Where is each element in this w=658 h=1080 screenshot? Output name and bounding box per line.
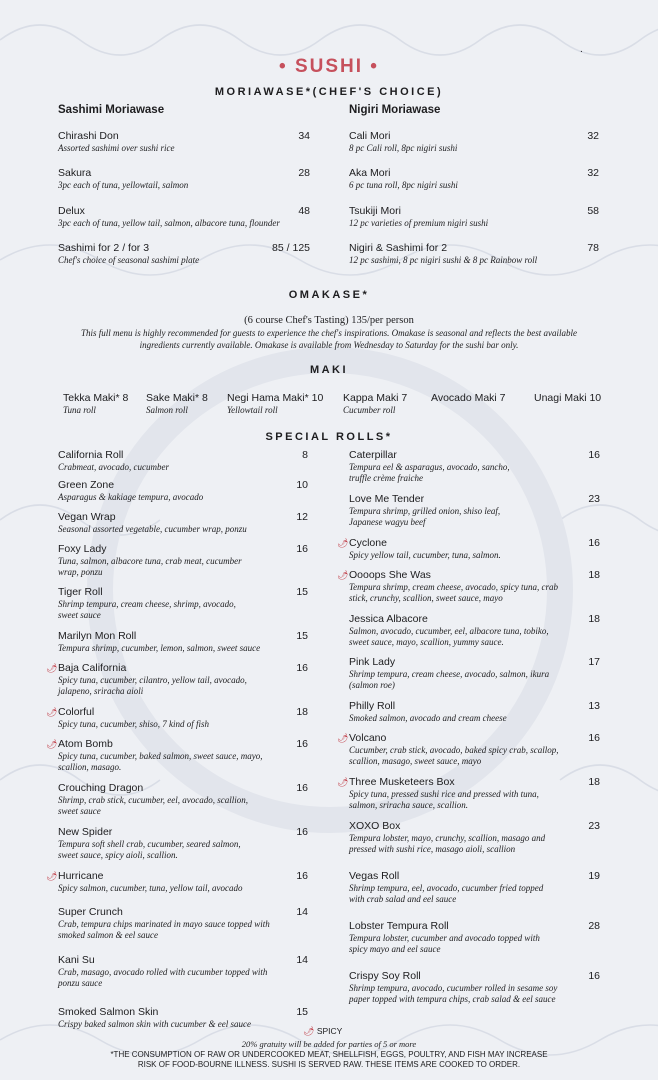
chili-icon: 🌶︎ [303, 1026, 315, 1036]
roll-item [337, 569, 600, 604]
chili-icon: 🌶︎ [46, 707, 58, 717]
maki-item [63, 392, 128, 416]
item-name: Kappa Maki 7 [343, 392, 408, 404]
special-rolls-heading: SPECIAL ROLLS* [265, 431, 393, 443]
maki-heading: MAKI [309, 364, 349, 376]
roll-price: 18 [296, 706, 308, 718]
roll-desc: Tempura shrimp, cucumber, lemon, salmon, sweet sauce [58, 643, 261, 653]
roll-desc: sweet sauce [58, 610, 101, 620]
roll-item [349, 493, 600, 528]
roll-desc: Tempura shrimp, cream cheese, avocado, spicy tuna, crab [349, 582, 559, 592]
item-price: 34 [298, 130, 310, 142]
roll-name: Kani Su [58, 954, 95, 966]
roll-item [58, 479, 308, 503]
roll-price: 18 [588, 613, 600, 625]
roll-price: 16 [588, 732, 600, 744]
roll-desc: Crispy baked salmon skin with cucumber & eel sauce [58, 1019, 251, 1029]
roll-price: 16 [588, 537, 600, 549]
roll-desc: ponzu sauce [58, 978, 103, 988]
roll-price: 23 [588, 820, 600, 832]
roll-desc: sweet sauce, spicy aioli, scallion. [58, 850, 178, 860]
item-name: Unagi Maki 10 [534, 392, 602, 404]
chili-icon: 🌶︎ [46, 871, 58, 881]
roll-price: 8 [302, 449, 308, 461]
roll-desc: Crab, masago, avocado rolled with cucumber topped with [58, 967, 268, 977]
roll-item [337, 776, 600, 811]
roll-name: Green Zone [58, 479, 115, 491]
roll-item [58, 1006, 308, 1030]
roll-item [58, 906, 308, 941]
roll-name: New Spider [58, 826, 113, 838]
roll-desc: Crab, tempura chips marinated in mayo sauce topped with [58, 919, 270, 929]
roll-desc: scallion, masago. [58, 762, 122, 772]
roll-item [58, 449, 308, 473]
roll-name: Oooops She Was [349, 569, 431, 581]
item-name: Sashimi for 2 / for 3 [58, 242, 150, 254]
roll-item [46, 662, 308, 697]
roll-name: Super Crunch [58, 906, 123, 918]
roll-desc: Shrimp tempura, cream cheese, avocado, salmon, ikura [349, 669, 550, 679]
roll-name: Jessica Albacore [349, 613, 428, 625]
roll-item [349, 656, 600, 691]
menu-item [58, 242, 310, 266]
chili-icon: 🌶︎ [337, 538, 349, 548]
roll-item [349, 870, 600, 905]
maki-item [343, 392, 407, 416]
roll-price: 23 [588, 493, 600, 505]
roll-name: Smoked Salmon Skin [58, 1006, 159, 1018]
roll-price: 14 [296, 954, 308, 966]
roll-desc: Spicy tuna, cucumber, shiso, 7 kind of fish [58, 719, 209, 729]
roll-price: 16 [296, 782, 308, 794]
item-desc: 8 pc Cali roll, 8pc nigiri sushi [349, 143, 458, 153]
roll-desc: Tempura soft shell crab, cucumber, seared salmon, [58, 839, 241, 849]
roll-price: 16 [296, 543, 308, 555]
item-name: Sakura [58, 167, 92, 179]
roll-item [337, 732, 600, 767]
menu-item [58, 130, 310, 154]
item-price: 58 [587, 205, 599, 217]
roll-desc: Tempura lobster, mayo, crunchy, scallion, masago and [349, 833, 546, 843]
roll-price: 16 [296, 826, 308, 838]
item-price: 85 / 125 [272, 242, 310, 254]
item-desc: 6 pc tuna roll, 8pc nigiri sushi [349, 180, 458, 190]
item-name: Negi Hama Maki* 10 [227, 392, 324, 404]
item-price: 78 [587, 242, 599, 254]
spicy-legend-label: SPICY [316, 1026, 343, 1036]
roll-name: Crouching Dragon [58, 782, 144, 794]
roll-item [349, 613, 600, 648]
roll-desc: Asparagus & kakiage tempura, avocado [58, 492, 204, 502]
roll-name: Philly Roll [349, 700, 396, 712]
roll-price: 16 [296, 870, 308, 882]
roll-desc: Spicy tuna, cucumber, baked salmon, sweet sauce, mayo, [58, 751, 263, 761]
roll-desc: pressed with sushi rice, masago aioli, scallion [349, 844, 516, 854]
roll-item [58, 586, 308, 621]
menu-title: • SUSHI • [279, 56, 379, 77]
roll-item [58, 954, 308, 989]
roll-desc: Tempura eel & asparagus, avocado, sancho, [349, 462, 510, 472]
roll-item [58, 782, 308, 817]
roll-name: Baja California [58, 662, 127, 674]
menu-item [349, 205, 599, 229]
roll-desc: Cucumber, crab stick, avocado, baked spicy crab, scallop, [349, 745, 559, 755]
omakase-description-line1: This full menu is highly recommended for guests to experience the chef's inspirations. Omakase is seasonal and reflects the best available [81, 328, 577, 338]
item-name: Delux [58, 205, 85, 217]
roll-name: Hurricane [58, 870, 104, 882]
roll-desc: Shrimp tempura, cream cheese, shrimp, avocado, [58, 599, 236, 609]
item-name: Avocado Maki 7 [431, 392, 506, 404]
item-desc: Cucumber roll [343, 405, 396, 415]
omakase-subtitle: (6 course Chef's Tasting) 135/per person [244, 315, 414, 326]
roll-price: 28 [588, 920, 600, 932]
spicy-legend [303, 1026, 342, 1037]
roll-desc: Spicy yellow tail, cucumber, tuna, salmon. [349, 550, 501, 560]
roll-desc: sweet sauce [58, 806, 101, 816]
chili-icon: 🌶︎ [337, 777, 349, 787]
roll-item [46, 738, 308, 773]
roll-item [349, 820, 600, 855]
roll-name: Marilyn Mon Roll [58, 630, 137, 642]
maki-item [227, 392, 323, 416]
item-desc: Assorted sashimi over sushi rice [58, 143, 175, 153]
item-desc: 12 pc varieties of premium nigiri sushi [349, 218, 489, 228]
roll-name: Tiger Roll [58, 586, 103, 598]
roll-name: Three Musketeers Box [349, 776, 455, 788]
raw-food-warning-line1: *THE CONSUMPTION OF RAW OR UNDERCOOKED MEAT, SHELLFISH, EGGS, POULTRY, AND FISH MAY INCREASE [110, 1050, 548, 1059]
gratuity-note: 20% gratuity will be added for parties of 5 or more [241, 1039, 417, 1049]
roll-desc: scallion, masago, sweet sauce, mayo [349, 756, 482, 766]
roll-price: 13 [588, 700, 600, 712]
roll-name: Pink Lady [349, 656, 396, 668]
roll-desc: with crab salad and eel sauce [349, 894, 457, 904]
chili-icon: 🌶︎ [46, 739, 58, 749]
item-desc: 3pc each of tuna, yellowtail, salmon [58, 180, 189, 190]
item-price: 48 [298, 205, 310, 217]
roll-desc: salmon, sriracha sauce, scallion. [349, 800, 468, 810]
roll-price: 19 [588, 870, 600, 882]
item-price: 32 [587, 130, 599, 142]
roll-desc: Spicy tuna, cucumber, cilantro, yellow tail, avocado, [58, 675, 247, 685]
roll-desc: wrap, ponzu [58, 567, 103, 577]
roll-name: Vegan Wrap [58, 511, 116, 523]
menu-item [58, 205, 310, 229]
sashimi-moriawase-heading: Sashimi Moriawase [58, 104, 165, 116]
omakase-description-line2: ingredients currently available. Omakase is available from Wednesday to Saturday for the sushi bar only. [139, 340, 519, 350]
item-price: 28 [298, 167, 310, 179]
item-desc: 12 pc sashimi, 8 pc nigiri sushi & 8 pc Rainbow roll [349, 255, 538, 265]
roll-desc: Shrimp tempura, eel, avocado, cucumber fried topped [349, 883, 544, 893]
menu-item [349, 130, 599, 154]
roll-desc: Salmon, avocado, cucumber, eel, albacore tuna, tobiko, [349, 626, 549, 636]
roll-price: 14 [296, 906, 308, 918]
roll-name: Vegas Roll [349, 870, 400, 882]
chili-icon: 🌶︎ [46, 663, 58, 673]
roll-name: Cyclone [349, 537, 387, 549]
roll-desc: (salmon roe) [349, 680, 395, 690]
roll-item [58, 826, 308, 861]
nigiri-moriawase-heading: Nigiri Moriawase [349, 104, 441, 116]
roll-desc: Tempura lobster, cucumber and avocado topped with [349, 933, 540, 943]
roll-desc: Tempura shrimp, grilled onion, shiso leaf, [349, 506, 501, 516]
roll-price: 15 [296, 586, 308, 598]
roll-desc: Spicy tuna, pressed sushi rice and pressed with tuna, [349, 789, 539, 799]
roll-desc: Seasonal assorted vegetable, cucumber wrap, ponzu [58, 524, 247, 534]
roll-item [58, 630, 308, 654]
roll-name: Love Me Tender [349, 493, 425, 505]
omakase-heading: OMAKASE* [288, 289, 370, 301]
roll-price: 16 [296, 738, 308, 750]
roll-item [58, 543, 308, 578]
roll-desc: jalapeno, sriracha aioli [58, 686, 144, 696]
roll-price: 18 [588, 776, 600, 788]
roll-desc: Spicy salmon, cucumber, tuna, yellow tail, avocado [58, 883, 243, 893]
corner-dot: . [580, 44, 583, 55]
roll-desc: truffle crème fraiche [349, 473, 423, 483]
roll-price: 17 [588, 656, 600, 668]
raw-food-warning-line2: RISK OF FOOD-BOURNE ILLNESS. SUSHI IS SERVED RAW. THESE ITEMS ARE COOKED TO ORDER. [137, 1060, 521, 1069]
roll-price: 16 [588, 449, 600, 461]
roll-name: Volcano [349, 732, 387, 744]
item-price: 32 [587, 167, 599, 179]
item-name: Tsukiji Mori [349, 205, 401, 217]
roll-price: 16 [588, 970, 600, 982]
roll-desc: Shrimp tempura, avocado, cucumber rolled in sesame soy [349, 983, 558, 993]
item-name: Cali Mori [349, 130, 391, 142]
maki-item [534, 392, 601, 405]
roll-desc: spicy mayo and eel sauce [349, 944, 441, 954]
roll-item [349, 920, 600, 955]
item-name: Aka Mori [349, 167, 391, 179]
roll-name: XOXO Box [349, 820, 401, 832]
roll-desc: Smoked salmon, avocado and cream cheese [349, 713, 507, 723]
roll-price: 15 [296, 1006, 308, 1018]
roll-price: 18 [588, 569, 600, 581]
item-desc: Tuna roll [63, 405, 96, 415]
item-name: Chirashi Don [58, 130, 119, 142]
roll-desc: smoked salmon & eel sauce [58, 930, 158, 940]
chili-icon: 🌶︎ [337, 570, 349, 580]
menu-item [349, 167, 599, 191]
roll-item [46, 870, 308, 894]
item-name: Tekka Maki* 8 [63, 392, 129, 404]
item-name: Nigiri & Sashimi for 2 [349, 242, 448, 254]
roll-price: 12 [296, 511, 308, 523]
roll-name: Atom Bomb [58, 738, 113, 750]
item-desc: 3pc each of tuna, yellow tail, salmon, albacore tuna, flounder [58, 218, 280, 228]
roll-desc: Crabmeat, avocado, cucumber [58, 462, 169, 472]
roll-price: 15 [296, 630, 308, 642]
menu-item [349, 242, 599, 266]
roll-desc: Tuna, salmon, albacore tuna, crab meat, cucumber [58, 556, 242, 566]
chili-icon: 🌶︎ [337, 733, 349, 743]
roll-desc: Shrimp, crab stick, cucumber, eel, avocado, scallion, [58, 795, 248, 805]
roll-desc: Japanese wagyu beef [349, 517, 426, 527]
menu-item [58, 167, 310, 191]
item-desc: Salmon roll [146, 405, 188, 415]
maki-item [431, 392, 506, 405]
roll-item [337, 537, 600, 561]
item-desc: Chef's choice of seasonal sashimi plate [58, 255, 200, 265]
roll-name: Crispy Soy Roll [349, 970, 421, 982]
roll-desc: stick, crunchy, scallion, sweet sauce, mayo [349, 593, 503, 603]
roll-desc: paper topped with tempura chips, crab salad & eel sauce [349, 994, 556, 1004]
roll-name: California Roll [58, 449, 124, 461]
roll-desc: sweet sauce, mayo, scallion, yummy sauce. [349, 637, 504, 647]
item-name: Sake Maki* 8 [146, 392, 208, 404]
roll-name: Lobster Tempura Roll [349, 920, 449, 932]
roll-item [349, 970, 600, 1005]
roll-item [58, 511, 308, 535]
roll-item [349, 700, 600, 724]
roll-price: 16 [296, 662, 308, 674]
moriawase-heading: MORIAWASE*(CHEF'S CHOICE) [214, 86, 444, 98]
roll-name: Foxy Lady [58, 543, 107, 555]
roll-item [349, 449, 600, 484]
roll-name: Caterpillar [349, 449, 397, 461]
roll-price: 10 [296, 479, 308, 491]
item-desc: Yellowtail roll [227, 405, 278, 415]
maki-item [146, 392, 208, 416]
roll-item [46, 706, 308, 730]
roll-name: Colorful [58, 706, 95, 718]
